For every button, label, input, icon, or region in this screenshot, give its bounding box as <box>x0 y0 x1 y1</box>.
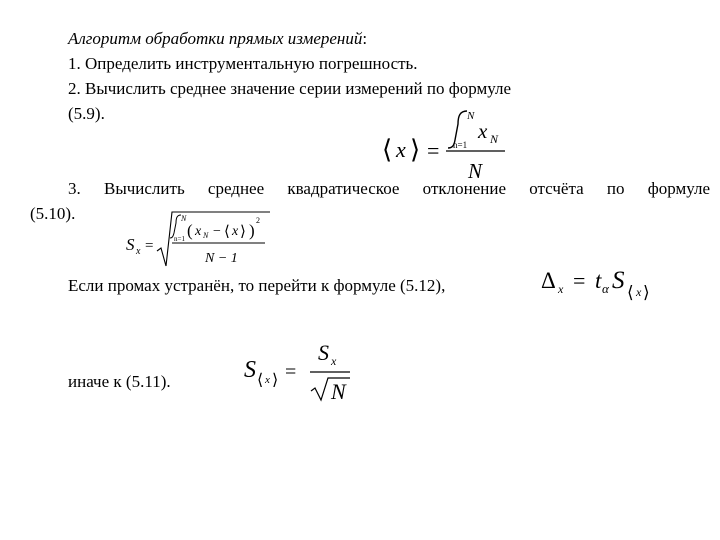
formula-mean-sum-lower: n=1 <box>453 140 468 150</box>
formula-error-lbrace: ⟨ <box>627 283 634 302</box>
formula-error-delta: Δ <box>541 268 556 293</box>
formula-mean-rbrace: ⟩ <box>410 135 421 164</box>
formula-std-lparen: ( <box>187 221 193 240</box>
formula-mean-sum-upper: N <box>467 110 475 122</box>
algorithm-title-text: Алгоритм обработки прямых измерений <box>68 29 363 48</box>
formula-std-x-mean: x <box>232 224 239 239</box>
step-1: 1. Определить инструментальную погрешность. <box>68 54 418 73</box>
algorithm-title <box>68 29 367 49</box>
formula-error <box>540 263 665 305</box>
formula-std-x-sub: N <box>203 231 209 240</box>
formula-error-mean-sub: x <box>636 285 642 299</box>
formula-std <box>125 209 285 271</box>
step-3-line-2: (5.10). <box>30 204 76 223</box>
step-2-line-1: 2. Вычислить среднее значение серии измерений по формуле <box>68 79 512 98</box>
if-condition: Если промах устранён, то перейти к формуле (5.12), <box>68 276 446 295</box>
formula-std-mean-S: S <box>244 357 256 383</box>
formula-std-den: N − 1 <box>205 251 238 266</box>
formula-std-sub: x <box>136 246 141 257</box>
formula-mean-eq: = <box>427 138 440 163</box>
formula-std-mean-rbrace: ⟩ <box>272 372 279 389</box>
formula-std-mean-den-N: N <box>331 379 346 404</box>
formula-std-S: S <box>126 235 135 254</box>
formula-mean-numerator: x <box>478 119 488 143</box>
formula-std-x: x <box>195 224 202 239</box>
step-3-line-1: 3. Вычислить среднее квадратическое отклонение отсчёта по формуле <box>68 179 710 198</box>
formula-std-mean-lbrace: ⟨ <box>257 372 264 389</box>
else-condition: иначе к (5.11). <box>68 372 171 391</box>
formula-mean <box>380 108 520 183</box>
formula-std-mean-num-sub: x <box>331 354 337 368</box>
step-2-line-2: (5.9). <box>68 104 105 123</box>
formula-std-rbrace: ⟩ <box>240 224 246 240</box>
formula-error-rbrace: ⟩ <box>643 283 650 302</box>
formula-std-mean <box>243 337 363 407</box>
formula-mean-x: x <box>396 137 406 162</box>
formula-mean-lbrace: ⟨ <box>382 135 393 164</box>
formula-error-eq: = <box>573 268 586 293</box>
formula-std-mean-eq: = <box>285 361 297 383</box>
formula-std-minus: − <box>213 224 221 239</box>
formula-std-mean-num-S: S <box>318 340 329 365</box>
formula-std-mean-sub: x <box>265 374 270 386</box>
algorithm-title-colon: : <box>362 29 368 48</box>
formula-error-alpha: α <box>602 281 609 296</box>
formula-std-sum-lower: n=1 <box>174 235 185 243</box>
formula-mean-numerator-sub: N <box>490 132 499 146</box>
formula-std-sum-upper: N <box>181 214 187 223</box>
formula-error-S: S <box>612 267 625 294</box>
formula-error-sub: x <box>558 282 564 296</box>
formula-std-power: 2 <box>256 216 260 225</box>
formula-error-t: t <box>595 268 602 293</box>
formula-std-rparen: ) <box>249 221 255 240</box>
formula-std-lbrace: ⟨ <box>224 224 230 240</box>
formula-mean-denominator: N <box>468 159 483 183</box>
formula-std-eq: = <box>145 238 154 254</box>
